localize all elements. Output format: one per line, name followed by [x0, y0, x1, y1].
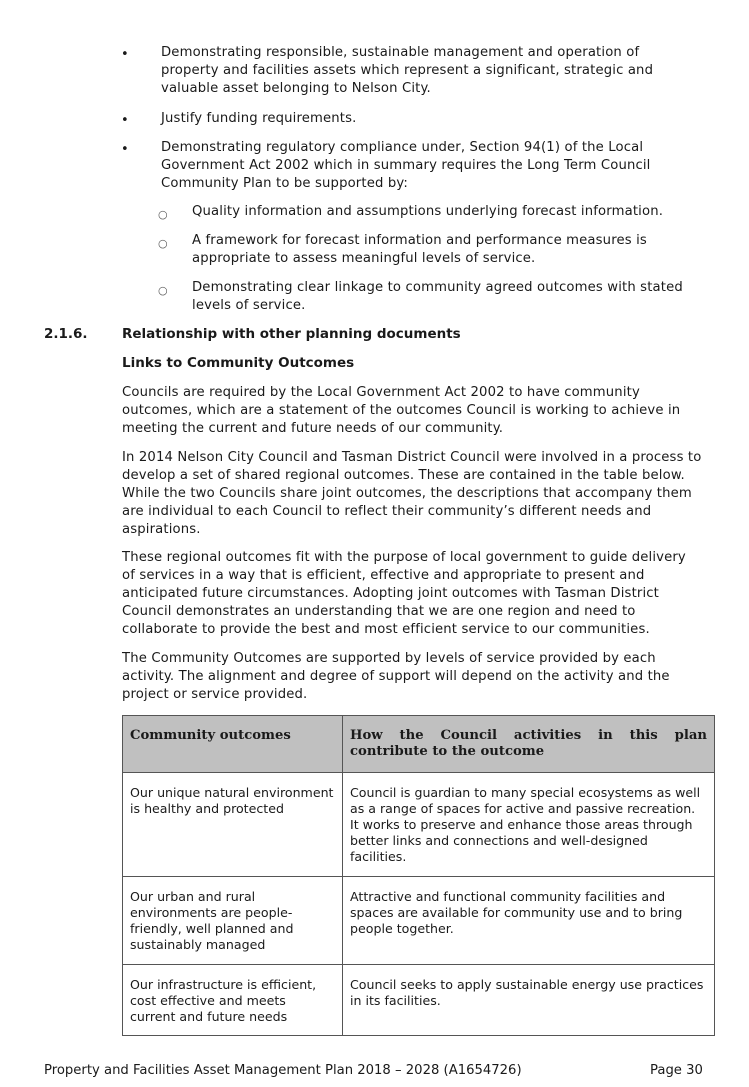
page-header-org — [122, 0, 248, 1]
paragraph: In 2014 Nelson City Council and Tasman District Council were involved in a process to develop a set of shared regional outcomes. These are contained in the table below. While the two Councils share joint outcomes, the descriptions that accompany them are individual to each Council to reflect their community’s different needs and aspirations. — [122, 450, 702, 537]
list-item: A framework for forecast information and performance measures is appropriate to assess meaningful levels of service. — [192, 233, 647, 266]
table-row — [123, 773, 715, 877]
section-number: 2.1.6. — [44, 326, 88, 342]
table-cell: Our unique natural environment is healthy and protected — [123, 773, 343, 877]
outcomes-table — [122, 715, 715, 1036]
list-item: Demonstrating responsible, sustainable management and operation of property and facilities assets which represent a significant, strategic and valuable asset belonging to Nelson City. — [161, 45, 654, 96]
paragraph: These regional outcomes fit with the purpose of local government to guide delivery of services in a way that is efficient, effective and appropriate to present and anticipated future circumstances. Adopting joint outcomes with Tasman District Council demonstrates an understanding that we are one region and need to collaborate to provide the best and most efficient service to our communities. — [122, 550, 686, 637]
subheading: Links to Community Outcomes — [122, 355, 355, 371]
table-row — [123, 877, 715, 965]
bullet-marker: • — [121, 113, 129, 128]
sub-bullet-marker: ○ — [158, 208, 168, 221]
list-item: Quality information and assumptions underlying forecast information. — [192, 204, 664, 219]
paragraph: Councils are required by the Local Government Act 2002 to have community outcomes, which are a statement of the outcomes Council is working to achieve in meeting the current and future needs of our community. — [122, 385, 681, 436]
sub-bullet-marker: ○ — [158, 284, 168, 297]
bullet-marker: • — [121, 47, 129, 62]
list-item: Justify funding requirements. — [161, 111, 357, 126]
table-header-row — [123, 716, 715, 773]
table-cell: Our infrastructure is efficient, cost effective and meets current and future needs — [123, 965, 343, 1036]
table-cell: Attractive and functional community facilities and spaces are available for community use and to bring people together. — [343, 877, 715, 965]
bullet-marker: • — [121, 142, 129, 157]
section-title: Relationship with other planning documents — [122, 326, 461, 342]
footer-document-title: Property and Facilities Asset Management Plan 2018 – 2028 (A1654726) — [44, 1063, 522, 1078]
page-number: Page 30 — [650, 1063, 703, 1078]
column-header-contribution: How the Council activities in this plan contribute to the outcome — [343, 716, 715, 773]
list-item: Demonstrating regulatory compliance under, Section 94(1) of the Local Government Act 2002 which in summary requires the Long Term Council Community Plan to be supported by: — [161, 140, 651, 191]
table-row — [123, 965, 715, 1036]
table-cell: Council seeks to apply sustainable energy use practices in its facilities. — [343, 965, 715, 1036]
table-cell: Council is guardian to many special ecosystems as well as a range of spaces for active and passive recreation. It works to preserve and enhance those areas through better links and connections and well-designed facilities. — [343, 773, 715, 877]
paragraph: The Community Outcomes are supported by levels of service provided by each activity. The alignment and degree of support will depend on the activity and the project or service provided. — [122, 651, 670, 702]
sub-bullet-marker: ○ — [158, 237, 168, 250]
table-cell: Our urban and rural environments are people-friendly, well planned and sustainably managed — [123, 877, 343, 965]
list-item: Demonstrating clear linkage to community agreed outcomes with stated levels of service. — [192, 280, 683, 313]
column-header-outcomes: Community outcomes — [123, 716, 343, 773]
